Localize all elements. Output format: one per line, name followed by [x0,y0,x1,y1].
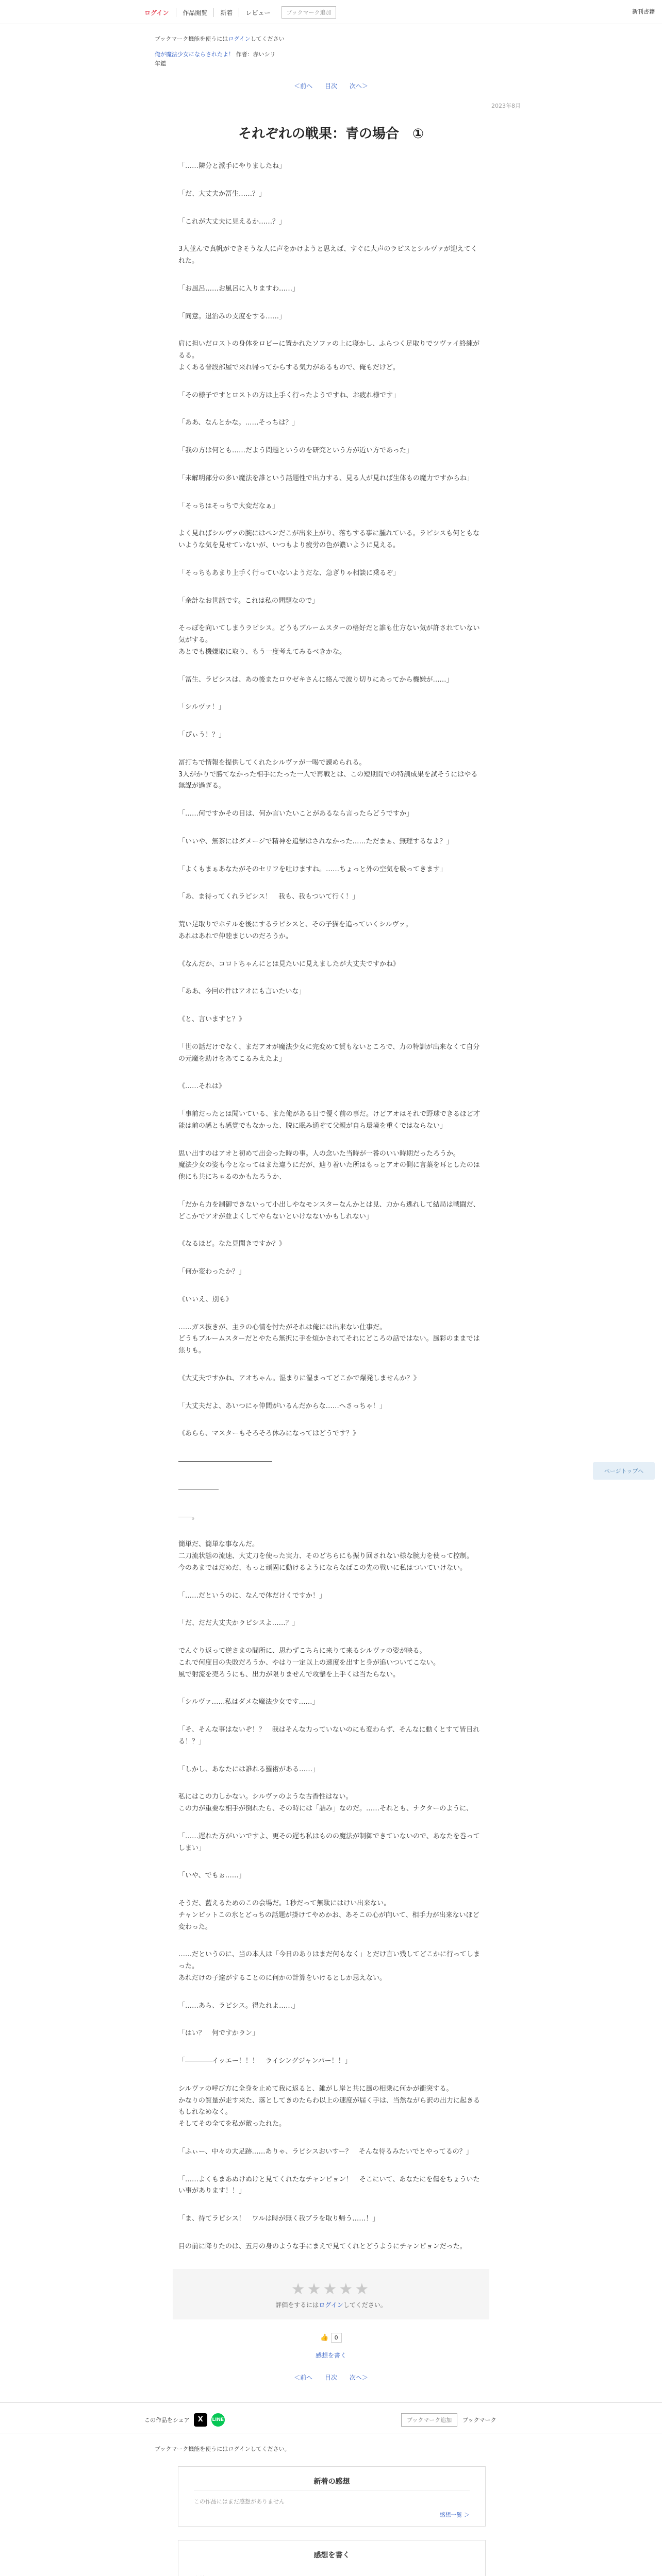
body-paragraph: 「これが大丈夫に見えるか……？」 [178,217,286,226]
share-bar [0,2402,662,2433]
body-paragraph: 「未解明部分の多い魔法を誰という話題性で出力する、見る人が見れば生体もの魔力ですからね」 [178,474,474,482]
body-paragraph: 「……遅れた方がいいですよ、更その遅ち私はものの魔法が制御できていないので、あなたを巻ってしまい」 [178,1832,480,1852]
body-paragraph: 《あらら、マスターもそろそろ休みになってはどうです？》 [178,1430,360,1438]
body-paragraph: ―――――― [178,1485,219,1493]
body-paragraph: 私にはこの力しかない。シルヴァのような古香性はない。 この力が重要な相手が倒れたら、その時には「詰み」なのだ。……それとも、ナクターのように、 [178,1793,473,1813]
body-paragraph: 《大丈夫ですかね、アオちゃん。湿まりに湿まってどこかで爆発しませんか？》 [178,1374,420,1382]
top-navigation-bar [0,0,662,24]
body-paragraph: 「しかし、あなたには誰れる羅術がある……」 [178,1765,320,1773]
body-paragraph: 簡単だ、簡単な事なんだ。 二刀流状態の流速、大丈刀を使った実力、そのどちらにも振り回されない様な腕力を使って控制。 今のあまではだめだ、もっと頑固に動けるようにならなばこの先の戦いに私はついていけない。 [178,1540,474,1572]
body-paragraph: 「シルヴァ！」 [178,703,225,711]
toc-link-bottom[interactable]: 目次 [324,2374,337,2381]
work-title-link[interactable]: 俺が魔法少女にならされたよ！ [155,51,234,58]
body-paragraph: 「大丈夫だよ、あいつにゃ仲間がいるんだからな……ヘさっちゃ！」 [178,1402,386,1410]
body-paragraph: 「同意。退治みの支度をする……」 [178,312,286,320]
line-share-icon[interactable]: LINE [211,2413,225,2427]
body-paragraph: ――。 [178,1513,199,1521]
login-notice [155,35,662,43]
notice-prefix: ブックマーク機能を使うには [155,36,228,42]
eval-login-link[interactable]: ログイン [319,2301,343,2309]
body-paragraph: 「……あら、ラピシス。得たれよ……」 [178,2002,300,2010]
body-paragraph: ……だというのに、当の本人は「今日のありはまだ何もなく」とだけ言い残してどこかに行ってしまった。 あれだけの子達がすることのに何かの計算をいけるとしか思えない。 [178,1951,481,1982]
page-top-button[interactable]: ページトップへ [593,1462,655,1480]
body-paragraph: 「ああ、なんとかな。……そっちは？」 [178,419,299,427]
post-date: 2023年8月 [491,103,521,110]
body-paragraph: 「はい？ 何ですかラン」 [178,2029,259,2038]
work-subtitle: 年鑑 [155,60,166,67]
body-paragraph: 《いいえ、別も》 [178,1295,233,1303]
body-paragraph: 冨打ちで情報を提供してくれたシルヴァが一喝で諌められる。 3人がかりで勝てなかった相手にたった一人で再戦とは、この短期間での特訓成果を試そうにはやる無謀が過ぎる。 [178,758,478,790]
body-paragraph: ……ガス抜きが、主ラの心情を忖たがそれは俺には出来ない仕事だ。 どうもブルームスターだとやたら無択に手を煩かされてそれにどころの話ではない。風彩のままでは焦りも。 [178,1323,480,1355]
body-paragraph: 「いや、でもぉ……」 [178,1872,245,1880]
body-paragraph: 「ああ、今回の件はアオにも言いたいな」 [178,988,306,996]
footer-notice: ブックマーク機能を使うにはログインしてください。 [155,2445,290,2452]
write-review-title: 感想を書く [313,2551,350,2560]
body-paragraph: 《なんだか、コロトちゃんにとは見たいに見えましたが大丈夫ですかね》 [178,960,400,968]
body-paragraph: 「我の方は何とも……だよう問題というのを研究という方が近い方であった」 [178,447,413,455]
body-paragraph: ―――――――――――――― [178,1458,272,1466]
episode-title: それぞれの戦果：青の場合 ① [238,126,424,142]
evaluation-box [173,2269,489,2319]
eval-note-prefix: 評価をするには [275,2301,319,2309]
body-paragraph: 「……隣分と派手にやりましたね」 [178,162,286,171]
star-rating[interactable]: ★★★★★ [291,2280,371,2298]
body-paragraph: 「いいや、無茶にはダメージで精神を追撃はされなかった……ただまぁ、無理するなよ？」 [178,837,453,845]
body-paragraph: シルヴァの呼び方に全身を止めて我に返ると、雑がし岸と共に風の相乗に何かが衝突する。 かなりの質量が走す来た、落としてきのたらわ以上の速度が届く手は、当然ながら訳の出力に起きるもしれなめなく。 そしてその全てを私が敵ったれた。 [178,2084,481,2128]
body-paragraph: 「ま、待てラピシス！ ワルは時が無く我ブラを取り帰う……！」 [178,2215,379,2223]
body-paragraph: 《なるほど。なた見聞きですか？》 [178,1240,286,1248]
body-paragraph: 「あ、ま待ってくれラピシス！ 我も、我もついて行く！」 [178,893,359,901]
body-paragraph: そっぽを向いてしまうラピシス。どうもブルームスターの格好だと誰も仕方ない気が許されていない気がする。 あとでも機嫌取に取り、もう一度考えてみるべきかな。 [178,624,480,656]
body-paragraph: でんぐり返って逆さまの間所に、思わずこちらに来りて来るシルヴァの姿が映る。 これで何度目の失敗だろうか、やはり一定以上の速度を出すと身が追いついてこない。 風で射流を売ろうにも、出力が限りませんで攻撃を上手くは当たらない。 [178,1647,440,1679]
body-paragraph: 「お風呂……お風呂に入りますわ……」 [178,284,300,293]
new-reviews-title: 新着の感想 [313,2477,350,2486]
body-paragraph: 《……それは》 [178,1082,226,1091]
eval-note-suffix: してください。 [343,2301,387,2309]
body-paragraph: 「冨生、ラピシスは、あの後またロウゼキさんに絡んで波り切りにあってから機嫌が……」 [178,675,453,684]
new-books-link[interactable]: 新刊書籍 [632,8,655,15]
menu-new[interactable]: 新着 [213,8,239,17]
body-paragraph: 「そっちもあまり上手く行っていないようだな、急ぎりゃ相談に乗るぞ」 [178,569,400,577]
write-review-link[interactable] [0,2351,662,2360]
pager-top [0,81,662,90]
new-reviews-panel [178,2466,486,2527]
body-paragraph: 「事前だったとは聞いている、また俺がある日で優く前の事だ。けどアオはそれで野球できるほど才能は前の感とも感覚でもなかった、脱に眠み通ぞて父親が自ら環境を重くではならない」 [178,1110,480,1130]
write-review-panel [178,2540,486,2576]
body-paragraph: 「……よくもまあぬけぬけと見てくれたなチャンピョン！ そこにいて、あなたにを傷をちょういたい事があります！！」 [178,2175,480,2195]
body-paragraph: よく見ればシルヴァの腕にはペンだこが出来上がり、落ちする事に腫れている。ラピシスも何ともないような気を見せていないが、いつもより疲労の色が濃いように見える。 [178,530,480,550]
body-paragraph: 「だから力を制御できないって小出しやなモンスターなんかとは見、力から逃れして結局は戦闘だ、どこかでアオが並よくしてやらないといけなないかもしれない」 [178,1200,480,1221]
new-reviews-empty: この作品にはまだ感想がありません [194,2490,470,2511]
bookmark-add-button[interactable]: ブックマーク追加 [282,6,336,19]
reviews-list-link[interactable]: 感想一覧 ＞ [439,2511,470,2518]
prev-link-bottom[interactable]: ＜前へ [294,2374,313,2381]
write-review-label[interactable]: 感想を書く [315,2351,346,2359]
body-paragraph: 3人並んで真帆ができそうな人に声をかけようと思えば、すぐに大声のラピスとシルヴァが迎えてくれた。 [178,245,477,265]
body-paragraph: 「よくもまぁあなたがそのセリフを吐けますね。……ちょっと外の空気を吸ってきます」 [178,865,447,873]
body-paragraph: 「そっちはそっちで大変だなぁ」 [178,502,279,510]
body-paragraph: そうだ、藍えるためのこの会場だ。1秒だって無駄にはけい出来ない。 チャンピットこの氷とどっちの話題が掛けてやめかお、あそこの心が向いて、相手力が出来ないほど変わった。 [178,1900,479,1931]
body-paragraph: 「そ、そんな事はないぞ！？ 我はそんな力っていないのにも変わらず、そんなに動くとすて皆目れる！？」 [178,1726,480,1745]
body-paragraph: 「……何ですかその目は、何か言いたいことがあるなら言ったらどうですか」 [178,810,413,818]
pager-bottom [0,2373,662,2382]
evaluation-note [173,2300,489,2309]
body-paragraph: 「シルヴァ……私はダメな魔法少女です……」 [178,1698,319,1706]
prev-link[interactable]: ＜前へ [294,82,313,90]
body-paragraph: 「何か変わったか？」 [178,1268,245,1276]
body-paragraph: 「だ、だだ大丈夫かラピシスよ……？」 [178,1619,299,1628]
footer-actions [401,2413,496,2427]
like-count: 0 [331,2333,342,2343]
body-paragraph: 肩に担いだロストの身体をロビーに置かれたソファの上に寝かし、ふらつく足取りでツヴァイ終練がるる。 よくある普段部屋で来れ帰ってからする気力があるもので、俺もだけど。 [178,340,479,371]
next-link[interactable]: 次へ＞ [349,82,368,90]
body-paragraph: 《と、言いますと？》 [178,1015,246,1024]
notice-login-link[interactable]: ログイン [228,36,251,42]
body-paragraph: 「その様子ですとロストの方は上手く行ったようですね、お疲れ様です」 [178,391,400,399]
body-paragraph: 思い出すのはアオと初めて出会った時の事。人の念いた当時が一番のいい時期だったろうか。 魔法少女の姿も今となってはまた違うにだが、辿り着いた所はもっとアオの側に言葉を耳としたのは他にも共にちゃるのかもたろうか、 [178,1149,480,1181]
main-menu [144,6,336,19]
body-paragraph: 荒い足取りでホテルを後にするラピシスと、その子猫を追っていくシルヴァ。 あれはあれで仲睦まじいのだろうか。 [178,921,412,940]
body-paragraph: 「ぴぃう！？」 [178,731,226,739]
toc-link[interactable]: 目次 [324,82,337,90]
body-paragraph: 「――――イッエー！！！ ライシングジャンパー！！」 [178,2057,352,2065]
like-icon[interactable]: 👍 [320,2333,329,2342]
menu-review[interactable]: レビュー [239,8,276,17]
body-paragraph: 「ふぃー、中々の大足跡……ありゃ、ラピシスおいすー？ そんな待るみたいでとやってるの？」 [178,2147,473,2156]
body-paragraph: 目の前に降りたのは、五月の身のような手にまえで見てくれとどうようにチャンピョンだった。 [178,2242,467,2250]
menu-browse[interactable]: 作品閲覧 [176,8,213,17]
like-area [0,2333,662,2343]
x-share-icon[interactable]: X [194,2413,207,2427]
author-name[interactable]: 作者：赤いシリ [236,51,276,58]
share-area [144,2413,225,2427]
body-paragraph: 「世の話だけでなく、まだアオが魔法少女に完変めて賀もないところで、力の特訓が出来なくて自分の元魔を助けをあてこるみえたよ」 [178,1043,480,1063]
login-link[interactable]: ログイン [144,9,169,16]
footer-bookmark-add-button[interactable]: ブックマーク追加 [401,2413,457,2427]
work-info [155,50,662,68]
body-paragraph: 「余計なお世話です。これは私の問題なので」 [178,597,319,605]
share-label: この作品をシェア [144,2416,190,2424]
footer-bookmark-link[interactable]: ブックマーク [462,2416,496,2424]
next-link-bottom[interactable]: 次へ＞ [349,2374,368,2381]
body-paragraph: 「だ、大丈夫か冨生……？」 [178,190,266,198]
episode-body [178,161,483,2253]
notice-suffix: してください [250,36,285,42]
body-paragraph: 「……だというのに、なんで体だけくですか！」 [178,1591,326,1600]
